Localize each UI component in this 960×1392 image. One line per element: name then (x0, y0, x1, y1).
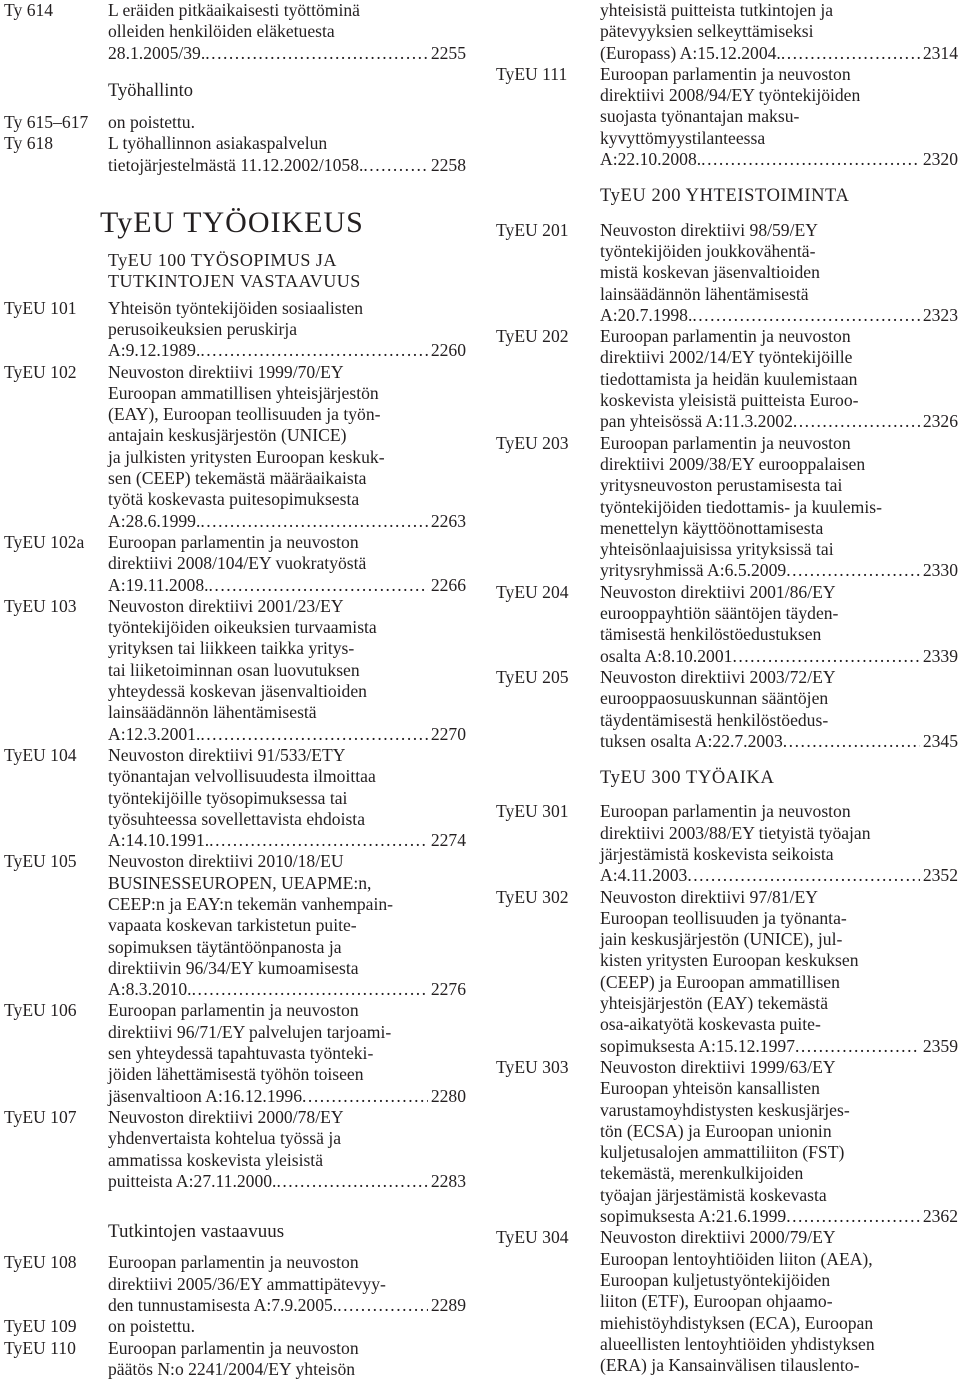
page-number: 2345 (922, 730, 958, 751)
entry-code: TyEU 108 (4, 1252, 77, 1273)
entry-code: TyEU 203 (496, 432, 569, 453)
entry-title-line: 28.1.2005/39. (108, 42, 206, 63)
entry-code: TyEU 110 (4, 1337, 76, 1358)
toc-entry (496, 801, 958, 886)
entry-title-line: (Europass) A:15.12.2004. (600, 42, 781, 63)
entry-title-line: miehistöyhdistyksen (ECA), Euroopan (600, 1312, 874, 1333)
entry-title-line: työntekijöiden tiedottamis- ja kuulemis- (600, 496, 882, 517)
entry-last-line (108, 830, 466, 851)
entry-title-line: tai liiketoiminnan osan luovutuksen (108, 659, 360, 680)
entry-title-line: Neuvoston direktiivi 98/59/EY (600, 219, 818, 240)
toc-entry (4, 745, 466, 851)
subchapter-heading-line: TUTKINTOJEN VASTAAVUUS (108, 271, 361, 292)
entry-title-line: työtä koskevasta puitesopimuksesta (108, 489, 360, 510)
entry-title-line: direktiivi 2009/38/EY eurooppalaisen (600, 453, 866, 474)
page-number: 2276 (430, 979, 466, 1000)
page-number: 2274 (430, 830, 466, 851)
dot-leader (692, 305, 919, 326)
entry-title-line: on poistettu. (108, 112, 195, 133)
entry-code: TyEU 104 (4, 744, 77, 765)
entry-title-line: on poistettu. (108, 1316, 195, 1337)
entry-last-line (108, 1086, 466, 1107)
page-number: 2260 (430, 340, 466, 361)
entry-code: Ty 618 (4, 133, 54, 154)
entry-title-line: antajain keskusjärjestön (UNICE) (108, 425, 347, 446)
page-number: 2320 (922, 149, 958, 170)
page-number: 2362 (922, 1206, 958, 1227)
entry-title-line: Neuvoston direktiivi 2001/23/EY (108, 595, 344, 616)
page-number: 2263 (430, 510, 466, 531)
page-number: 2258 (430, 154, 466, 175)
entry-last-line (108, 724, 466, 745)
page-number: 2270 (430, 723, 466, 744)
entry-title-line: vapaata koskevan tarkistetun puite- (108, 915, 357, 936)
toc-entry (496, 887, 958, 1057)
entry-title-line: direktiivi 2002/14/EY työntekijöille (600, 347, 853, 368)
dot-leader (781, 43, 920, 64)
entry-code: Ty 615–617 (4, 112, 89, 133)
entry-last-line (108, 1171, 466, 1192)
entry-title-line: pan yhteisössä A:11.3.2002 (600, 411, 793, 432)
toc-entry (4, 112, 466, 133)
entry-code: TyEU 101 (4, 297, 77, 318)
entry-title-line: direktiivi 2008/104/EY vuokratyöstä (108, 553, 367, 574)
toc-entry (496, 1227, 958, 1376)
entry-title-line: A:9.12.1989. (108, 340, 201, 361)
entry-title-line: ammatissa koskevista yleisistä (108, 1149, 323, 1170)
entry-title-line: den tunnustamisesta A:7.9.2005. (108, 1295, 338, 1316)
entry-last-line (600, 305, 958, 326)
entry-title-line: A:20.7.1998. (600, 304, 693, 325)
entry-title-line: puitteista A:27.11.2000. (108, 1170, 277, 1191)
entry-title-line: Neuvoston direktiivi 2000/78/EY (108, 1106, 344, 1127)
entry-last-line (108, 340, 466, 361)
entry-title-line: Euroopan parlamentin ja neuvoston (600, 63, 851, 84)
toc-entry (4, 133, 466, 176)
subchapter-heading-line: TyEU 100 TYÖSOPIMUS JA (108, 250, 337, 271)
entry-title-line: (ERA) ja Kansainvälisen tilauslento- (600, 1355, 860, 1376)
dot-leader (209, 830, 428, 851)
entry-title-line: mistä koskevan jäsenvaltioiden (600, 262, 820, 283)
entry-code: TyEU 102a (4, 531, 85, 552)
entry-title-line: sopimuksen täytäntöönpanosta ja (108, 936, 342, 957)
entry-code: TyEU 202 (496, 326, 569, 347)
entry-title-line: lainsäädännön lähentämisestä (600, 283, 809, 304)
toc-entry (4, 532, 466, 596)
entry-title-line: varustamoyhdistysten keskusjärjes- (600, 1099, 850, 1120)
dot-leader (200, 724, 427, 745)
entry-title-line: Neuvoston direktiivi 2010/18/EU (108, 851, 344, 872)
entry-title-line: Euroopan parlamentin ja neuvoston (600, 801, 851, 822)
dot-leader (793, 411, 920, 432)
entry-title-line: eurooppayhtiön sääntöjen täyden- (600, 603, 839, 624)
toc-entry (4, 1316, 466, 1337)
entry-title-line: ja julkisten yritysten Euroopan keskuk- (108, 446, 385, 467)
entry-code: Ty 614 (4, 0, 54, 20)
entry-title-line: A:12.3.2001. (108, 723, 201, 744)
entry-title-line: Yhteisön työntekijöiden sosiaalisten (108, 297, 364, 318)
entry-title-line: työntekijöille työsopimuksessa tai (108, 787, 348, 808)
toc-entry (4, 362, 466, 532)
dot-leader (732, 646, 919, 667)
part-heading: TyEU 200 YHTEISTOIMINTA (600, 186, 850, 207)
entry-last-line (600, 43, 958, 64)
entry-title-line: L eräiden pitkäaikaisesti työttöminä (108, 0, 360, 20)
entry-title-line: Neuvoston direktiivi 91/533/ETY (108, 744, 346, 765)
entry-title-line: Euroopan parlamentin ja neuvoston (600, 432, 851, 453)
toc-entry (496, 220, 958, 326)
toc-entry (496, 326, 958, 432)
entry-title-line: Euroopan parlamentin ja neuvoston (108, 1337, 359, 1358)
entry-title-line: Euroopan parlamentin ja neuvoston (108, 531, 359, 552)
entry-title-line: työntekijöiden joukkovähentä- (600, 240, 816, 261)
entry-code: TyEU 201 (496, 219, 569, 240)
entry-last-line (600, 865, 958, 886)
entry-code: TyEU 205 (496, 666, 569, 687)
entry-title-line: A:14.10.1991. (108, 830, 210, 851)
entry-last-line (108, 43, 466, 64)
entry-title-line: sopimuksesta A:15.12.1997 (600, 1035, 795, 1056)
toc-entry (496, 0, 958, 64)
entry-title-line: päätös N:o 2241/2004/EY yhteisön (108, 1358, 356, 1379)
entry-code: TyEU 102 (4, 361, 77, 382)
entry-title-line: sen yhteydessä tapahtuvasta työnteki- (108, 1043, 374, 1064)
entry-title-line: osa-aikatyötä koskevasta puite- (600, 1014, 821, 1035)
dot-leader (200, 340, 427, 361)
entry-title-line: suojasta työnantajan maksu- (600, 106, 800, 127)
page-number: 2289 (430, 1295, 466, 1316)
toc-entry (496, 1057, 958, 1227)
entry-title-line: Euroopan parlamentin ja neuvoston (600, 326, 851, 347)
page-number: 2266 (430, 574, 466, 595)
entry-title-line: alueellisten lentoyhtiöiden yhdistyksen (600, 1333, 875, 1354)
page-number: 2255 (430, 42, 466, 63)
dot-leader (783, 731, 920, 752)
entry-title-line: liiton (ETF), Euroopan ohjaamo- (600, 1291, 833, 1312)
entry-title-line: tämisestä henkilöstöedustuksen (600, 624, 822, 645)
entry-code: TyEU 303 (496, 1056, 569, 1077)
page-number: 2339 (922, 645, 958, 666)
entry-title-line: työajan järjestämistä koskevasta (600, 1184, 827, 1205)
toc-entry (496, 582, 958, 667)
entry-title-line: yritysneuvoston perustamisesta tai (600, 475, 843, 496)
entry-title-line: yhdenvertaista kohtelua työssä ja (108, 1128, 342, 1149)
entry-title-line: yritysryhmissä A:6.5.2009 (600, 560, 787, 581)
dot-leader (687, 865, 919, 886)
part-heading: TyEU 300 TYÖAIKA (600, 768, 775, 789)
entry-title-line: Euroopan parlamentin ja neuvoston (108, 1000, 359, 1021)
entry-title-line: menettelyn käyttöönottamisesta (600, 517, 824, 538)
toc-entry (4, 596, 466, 745)
entry-last-line (600, 149, 958, 170)
entry-title-line: kuljetusalojen ammattiliiton (FST) (600, 1142, 845, 1163)
page-number: 2280 (430, 1085, 466, 1106)
entry-title-line: järjestämistä koskevista seikoista (600, 843, 834, 864)
page-number: 2326 (922, 411, 958, 432)
dot-leader (192, 979, 428, 1000)
toc-entry (496, 433, 958, 582)
entry-code: TyEU 107 (4, 1106, 77, 1127)
entry-title-line: Euroopan parlamentin ja neuvoston (108, 1252, 359, 1273)
entry-last-line (600, 411, 958, 432)
entry-title-line: (CEEP) ja Euroopan ammatillisen (600, 971, 840, 992)
entry-title-line: sen (CEEP) tekemästä määräaikaista (108, 468, 367, 489)
subsection-heading: Tutkintojen vastaavuus (108, 1221, 285, 1243)
entry-title-line: yhteydessä koskevan jäsenvaltioiden (108, 681, 367, 702)
entry-title-line: työntekijöiden oikeuksien turvaamista (108, 617, 377, 638)
entry-title-line: yhteisistä puitteista tutkintojen ja (600, 0, 834, 20)
entry-code: TyEU 109 (4, 1316, 77, 1337)
entry-code: TyEU 105 (4, 851, 77, 872)
entry-title-line: tekemästä, merenkulkijoiden (600, 1163, 804, 1184)
entry-title-line: yhteisjärjestön (EAY) tekemästä (600, 993, 829, 1014)
entry-title-line: Euroopan teollisuuden ja työnanta- (600, 907, 847, 928)
entry-title-line: yrityksen tai liikkeen taikka yritys- (108, 638, 355, 659)
entry-title-line: direktiivi 2008/94/EY työntekijöiden (600, 85, 861, 106)
entry-last-line (108, 575, 466, 596)
entry-title-line: Euroopan yhteisön kansallisten (600, 1078, 820, 1099)
toc-entry (4, 298, 466, 362)
dot-leader (795, 1036, 920, 1057)
toc-entry (4, 0, 466, 64)
dot-leader (701, 149, 920, 170)
page-number: 2352 (922, 865, 958, 886)
entry-title-line: jain keskusjärjestön (UNICE), jul- (600, 929, 843, 950)
subchapter-heading (4, 250, 466, 293)
page-number: 2330 (922, 560, 958, 581)
chapter-heading: TyEU TYÖOIKEUS (100, 206, 364, 240)
toc-entry (4, 1252, 466, 1316)
left-column (4, 0, 466, 1380)
entry-title-line: tietojärjestelmästä 11.12.2002/1058. (108, 154, 364, 175)
entry-title-line: kisten yritysten Euroopan keskuksen (600, 950, 859, 971)
entry-title-line: CEEP:n ja EAY:n tekemän vanhempain- (108, 893, 394, 914)
entry-title-line: direktiivi 2003/88/EY tietyistä työajan (600, 822, 871, 843)
entry-code: TyEU 204 (496, 581, 569, 602)
page-number: 2283 (430, 1170, 466, 1191)
entry-title-line: Euroopan kuljetustyöntekijöiden (600, 1269, 831, 1290)
entry-title-line: A:19.11.2008. (108, 574, 209, 595)
entry-title-line: tiedottamista ja heidän kuulemistaan (600, 368, 858, 389)
entry-code: TyEU 111 (496, 63, 568, 84)
page-number: 2359 (922, 1035, 958, 1056)
entry-title-line: Neuvoston direktiivi 97/81/EY (600, 886, 818, 907)
entry-title-line: pätevyyksien selkeyttämiseksi (600, 21, 814, 42)
dot-leader (302, 1086, 428, 1107)
entry-title-line: Neuvoston direktiivi 2003/72/EY (600, 666, 836, 687)
dot-leader (363, 155, 427, 176)
entry-last-line (108, 155, 466, 176)
entry-title-line: direktiivin 96/34/EY kumoamisesta (108, 957, 359, 978)
entry-title-line: osalta A:8.10.2001 (600, 645, 733, 666)
entry-code: TyEU 302 (496, 886, 569, 907)
dot-leader (209, 575, 428, 596)
entry-last-line (108, 511, 466, 532)
entry-title-line: sopimuksesta A:21.6.1999 (600, 1206, 787, 1227)
entry-title-line: A:8.3.2010. (108, 979, 192, 1000)
entry-title-line: lainsäädännön lähentämisestä (108, 702, 317, 723)
entry-title-line: työsuhteessa sovellettavista ehdoista (108, 808, 366, 829)
entry-title-line: direktiivi 96/71/EY palvelujen tarjoami- (108, 1021, 392, 1042)
toc-entry (4, 1000, 466, 1106)
dot-leader (276, 1171, 427, 1192)
toc-entry (4, 1107, 466, 1192)
entry-title-line: Euroopan lentoyhtiöiden liiton (AEA), (600, 1248, 873, 1269)
entry-code: TyEU 103 (4, 595, 77, 616)
toc-entry (4, 1338, 466, 1381)
entry-title-line: tuksen osalta A:22.7.2003 (600, 730, 783, 751)
dot-leader (205, 43, 428, 64)
toc-entry (4, 851, 466, 1000)
entry-title-line: Euroopan ammatillisen yhteisjärjestön (108, 382, 379, 403)
dot-leader (786, 560, 920, 581)
entry-code: TyEU 301 (496, 801, 569, 822)
entry-title-line: A:22.10.2008. (600, 149, 702, 170)
entry-last-line (600, 731, 958, 752)
entry-title-line: työnantajan velvollisuudesta ilmoittaa (108, 766, 376, 787)
entry-title-line: L työhallinnon asiakaspalvelun (108, 133, 328, 154)
entry-last-line (108, 979, 466, 1000)
entry-title-line: direktiivi 2005/36/EY ammattipätevyy- (108, 1273, 386, 1294)
entry-title-line: jöiden lähettämisestä työhön toiseen (108, 1064, 364, 1085)
entry-title-line: A:4.11.2003 (600, 865, 688, 886)
entry-title-line: täydentämisestä henkilöstöedus- (600, 709, 829, 730)
entry-title-line: A:28.6.1999. (108, 510, 201, 531)
entry-title-line: koskevista yleisistä puitteista Euroo- (600, 390, 859, 411)
entry-title-line: jäsenvaltioon A:16.12.1996 (108, 1085, 303, 1106)
entry-title-line: Neuvoston direktiivi 2000/79/EY (600, 1227, 836, 1248)
entry-title-line: Neuvoston direktiivi 2001/86/EY (600, 581, 836, 602)
entry-code: TyEU 106 (4, 1000, 77, 1021)
dot-leader (786, 1206, 920, 1227)
right-column (496, 0, 958, 1376)
entry-title-line: BUSINESSEUROPEN, UEAPME:n, (108, 872, 372, 893)
entry-title-line: perusoikeuksien peruskirja (108, 318, 298, 339)
toc-entry (496, 667, 958, 752)
dot-leader (200, 511, 427, 532)
page-number: 2314 (922, 42, 958, 63)
entry-title-line: Neuvoston direktiivi 1999/63/EY (600, 1056, 836, 1077)
entry-last-line (108, 1295, 466, 1316)
entry-last-line (600, 1036, 958, 1057)
entry-title-line: kyvyttömyystilanteessa (600, 127, 766, 148)
page-number: 2323 (922, 304, 958, 325)
entry-last-line (600, 646, 958, 667)
entry-last-line (600, 1206, 958, 1227)
entry-title-line: olleiden henkilöiden eläketuesta (108, 21, 335, 42)
section-heading: Työhallinto (108, 80, 194, 101)
dot-leader (337, 1295, 428, 1316)
entry-title-line: Neuvoston direktiivi 1999/70/EY (108, 361, 344, 382)
entry-code: TyEU 304 (496, 1227, 569, 1248)
toc-entry (496, 64, 958, 170)
entry-title-line: tön (ECSA) ja Euroopan unionin (600, 1120, 832, 1141)
entry-title-line: eurooppaosuuskunnan sääntöjen (600, 688, 829, 709)
entry-title-line: yhteisönlaajuisissa yrityksissä tai (600, 539, 834, 560)
entry-last-line (600, 560, 958, 581)
entry-title-line: (EAY), Euroopan teollisuuden ja työn- (108, 404, 381, 425)
